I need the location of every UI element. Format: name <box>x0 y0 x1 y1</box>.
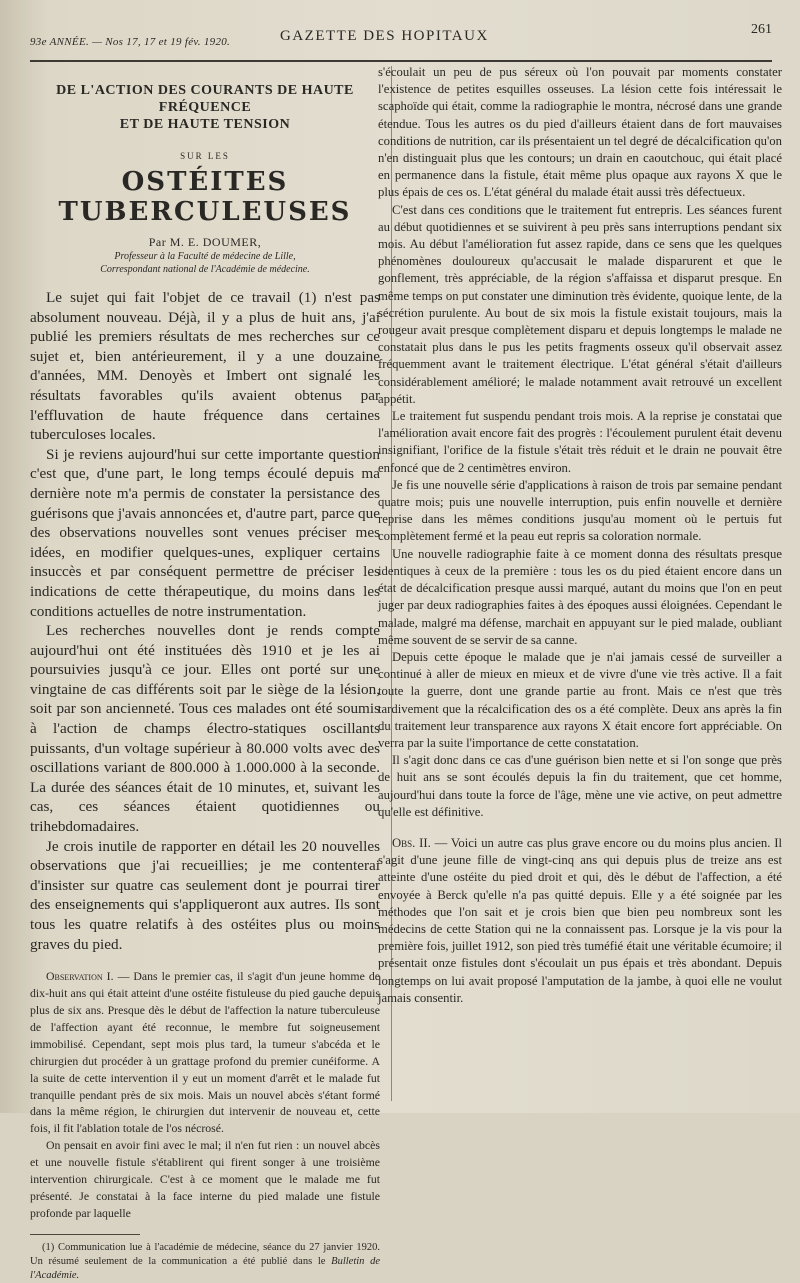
article-author: Par M. E. DOUMER, <box>148 235 262 249</box>
paragraph-1: Le sujet qui fait l'objet de ce travail (1) n'est pas absolument nouveau. Déjà, il y a plus de huit ans, j'ai publié les premiers résultats de mes recherches sur ce sujet et, bien antérieurement, il y a une douzaine d'années, MM. Denoyès et Imbert ont signalé les résultats favorables qu'ils avaient obtenus par l'effluvation de haute fréquence dans certaines tuberculoses locales. <box>30 289 380 444</box>
right-paragraph-6: Depuis cette époque le malade que je n'ai jamais cessé de surveiller a continué à aller de mieux en mieux et de vivre d'une vie très active. Il a fait toute la guerre, dont une grande partie au front. Mais ce n'est que très tardivement que la récalcification des os a été complète. Deux ans après la fin du traitement leur transparence aux rayons X était encore fort appréciable. On verra par la suite l'importance de cette constatation. <box>378 649 782 750</box>
right-paragraph-1: s'écoulait un peu de pus séreux où l'on pouvait par moments constater l'existence de petites esquilles osseuses. La lésion cette fois intéressait le scaphoïde qui était, comme la radiographie le montra, nécrosé dans une grande étendue. Tous les autres os du pied d'ailleurs étaient dans de fort mauvaises conditions de nutrition, car ils présentaient un tel degré de décalcification qu'on n'en distinguait plus que les contours; un drain en caoutchouc, qui était placé en permanence dans la fistule, était même plus opaque aux rayons X que le plus épais de ces os. L'état général du malade était aussi très défectueux. <box>378 65 782 200</box>
header-rule <box>30 60 772 62</box>
right-paragraph-7: Il s'agit donc dans ce cas d'une guérison bien nette et si l'on songe que près de huit ans se sont écoulés depuis la fin du traitement, que cet homme, aujourd'hui dans toute la force de l'âge, mène une vie active, on peut admettre qu'elle est définitive. <box>378 753 782 819</box>
right-paragraph-4: Je fis une nouvelle série d'applications à raison de trois par semaine pendant quatre mois; puis une nouvelle interruption, puis enfin nouvelle et dernière reprise dans les mêmes conditions jusqu'au moment où le pertuis fut complètement fermé et la peau eut repris sa coloration normale. <box>378 477 782 544</box>
observation-1-label: Observation I. <box>46 969 114 984</box>
paragraph-2: Si je reviens aujourd'hui sur cette importante question c'est que, d'une part, le long temps écoulé depuis ma dernière note m'a permis de constater la persistance des guérisons que j'avais annoncées et, d'autre part, parce que des observations nouvelles sont venues préciser mes idées, en modifier quelques-unes, expliquer certains insuccès et par conséquent permettre de préciser les indications de cette thérapeutique, du moins dans les conditions actuelles de notre instrumentation. <box>30 445 380 620</box>
paragraph-4: Je crois inutile de rapporter en détail les 20 nouvelles observations que j'ai recueillies; je me contenterai d'insister sur quatre cas seulement dont je pourrai tirer des enseignements qui s'appliqueront aux autres. Ils sont tous les quatre relatifs à des ostéites plus ou moins graves du pied. <box>30 837 380 953</box>
observation-1-text: — Dans le premier cas, il s'agit d'un jeune homme de dix-huit ans qui était atteint d'une ostéite fistuleuse du pied gauche depuis plus de six ans. Presque dès le début de l'affection la nature tuberculeuse de l'affection ayant été reconnue, le membre fut soigneusement immobilisé. Cependant, sept mois plus tard, la tumeur s'abcéda et le chirurgien dut procéder à un grattage profond du premier cunéiforme. A la suite de cette intervention il y eut un moment d'arrêt et le malade fut tranquille pendant près de six mois. Mais un nouvel abcès s'étant formé dans la même région, le chirurgien dut intervenir de nouveau et, cette fois, il fit l'ablation totale de l'os nécrosé. <box>30 969 380 1136</box>
footnote-journal: Bulletin de l'Académie. <box>30 1255 381 1281</box>
paragraph-3: Les recherches nouvelles dont je rends compte aujourd'hui ont été instituées dès 1910 et je les ai poursuivies jusqu'à ce jour. Elles ont porté sur une vingtaine de cas différents soit par le siège de la lésion, soit par son ancienneté. Tous ces malades ont été soumis à l'action de champs électro-statiques oscillants puissants, d'un voltage supérieur à 80.000 volts avec des oscillations variant de 800.000 à 1.000.000 à la seconde. La durée des séances était de 10 minutes, et, suivant les cas, ces séances étaient quotidiennes ou trihebdomadaires. <box>30 622 380 836</box>
left-column <box>30 72 380 1283</box>
right-paragraph-3: Le traitement fut suspendu pendant trois mois. A la reprise je constatai que l'amélioration avait encore fait des progrès : l'écoulement purulent était devenu insignifiant, l'orifice de la fistule s'était très réduit et le drain ne pouvait être enfoncé que de 2 centimètres environ. <box>378 409 782 475</box>
right-column <box>372 64 782 1007</box>
footnote <box>30 1241 380 1283</box>
observation-1-continued: On pensait en avoir fini avec le mal; il n'en fut rien : un nouvel abcès et une nouvelle fistule s'établirent qui firent songer à une troisième intervention chirurgicale. C'est à ce moment que le malade me fut présenté. Je constatai à la face interne du pied malade une fistule profonde par laquelle <box>30 1138 380 1220</box>
observation-2-text: — Voici un autre cas plus grave encore ou du moins plus ancien. Il s'agit d'une jeune fille de vingt-cinq ans qui depuis plus de treize ans est atteinte d'une ostéite du pied droit et qui, dès le début de l'affection, a été envoyée à Berck qu'elle n'a pas quitté depuis. Elle y a été soignée par les méthodes que l'on sait et je crois bien que bien peu nombreux sont les médecins de cette Station qui ne la connaissent pas. Lorsque je la vis pour la première fois, juillet 1912, son pied très tuméfié était une véritable écumoire; il présentait onze fistules dont s'écoulait un pus épais et très abondant. Depuis longtemps on lui avait proposé l'amputation de la jambe, à quoi elle ne voulut jamais consentir. <box>378 835 782 1005</box>
observation-1 <box>30 968 380 1137</box>
article-main-title: OSTÉITES TUBERCULEUSES <box>58 167 352 227</box>
author-affiliation-1: Professeur à la Faculté de médecine de Lille, <box>114 251 296 262</box>
article-title-line1: DE L'ACTION DES COURANTS DE HAUTE FRÉQUENCE <box>56 83 354 115</box>
article-title-sur: SUR LES <box>180 151 230 161</box>
article-title-line2: ET DE HAUTE TENSION <box>119 117 291 132</box>
right-paragraph-2: C'est dans ces conditions que le traitement fut entrepris. Les séances furent au début quotidiennes et se suivirent à peu près sans interruptions pendant six mois. Au début l'amélioration fut assez rapide, dans ce sens que les quelques phénomènes douloureux qu'accusait le malade disparurent et que le gonflement, très appréciable, de la région s'affaissa et disparut presque. En même temps on put constater une diminution très évidente, quoique lente, de la sécrétion purulente. Au bout de six mois la fistule existait toujours, mais la rougeur avait presque complètement disparu et depuis longtemps le malade ne constatait plus dans le pus les petits fragments osseux qu'il observait assez fréquemment avant le traitement électrique. L'état général s'était d'ailleurs considérablement amélioré; le malade notamment avait retrouvé un excellent appétit. <box>378 202 782 406</box>
page-header <box>30 22 772 56</box>
footnote-rule <box>30 1234 140 1235</box>
right-paragraph-5: Une nouvelle radiographie faite à ce moment donna des résultats presque identiques à ceux de la première : tous les os du pied étaient encore dans un état de décalcification presque aussi marqué, autant du moins que l'on en peut juger par deux radiographies faites à des époques aussi éloignées. Cependant le malade, malgré ma défense, marchait en appuyant sur le pied malade, oubliant même souvent de se servir de sa canne. <box>378 546 782 647</box>
observation-2 <box>378 835 782 1007</box>
journal-title: GAZETTE DES HOPITAUX <box>280 28 489 44</box>
footnote-text: (1) Communication lue à l'académie de médecine, séance du 27 janvier 1920. Un résumé seulement de la communication a été publié dans le <box>30 1241 380 1267</box>
page-number: 261 <box>751 22 772 37</box>
issue-line: 93e ANNÉE. — Nos 17, 17 et 19 fév. 1920. <box>30 36 231 48</box>
author-affiliation-2: Correspondant national de l'Académie de médecine. <box>100 264 310 275</box>
observation-2-label: Obs. II. <box>392 835 431 850</box>
